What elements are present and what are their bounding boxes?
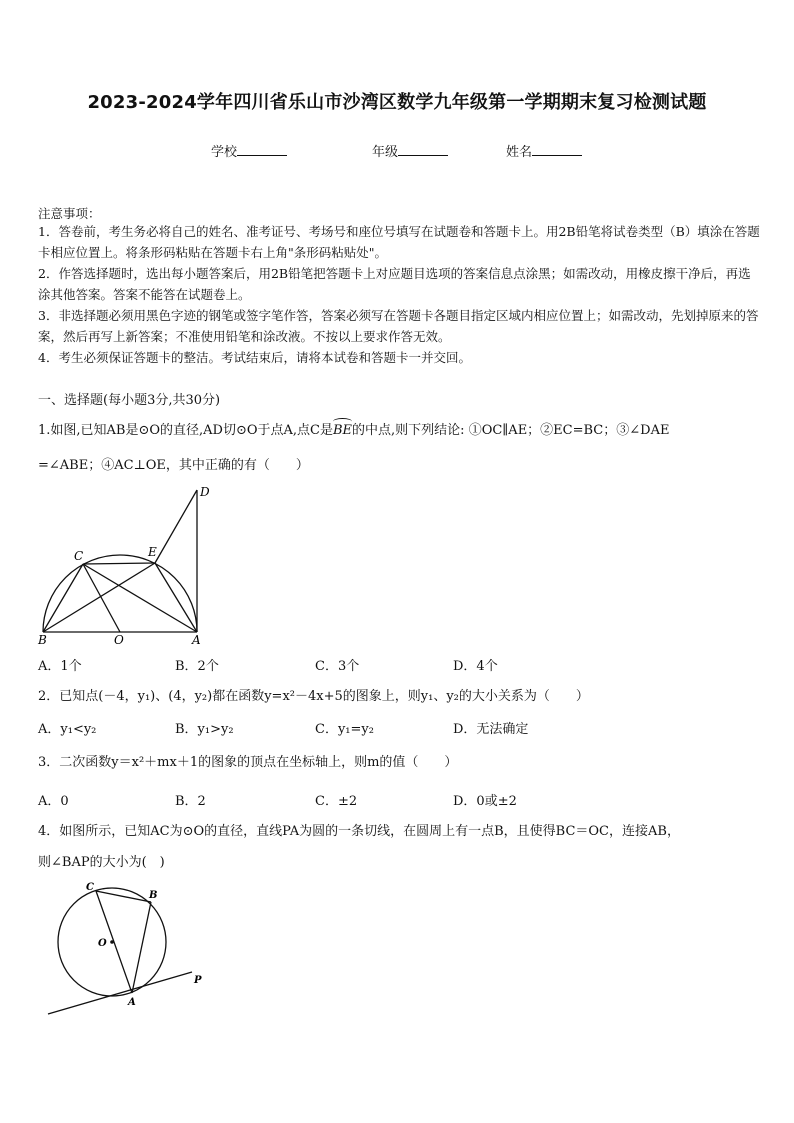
name-label: 姓名 xyxy=(506,145,533,160)
section-heading: 一、选择题(每小题3分,共30分) xyxy=(38,393,221,408)
question-3: 3．二次函数y＝x²＋mx＋1的图象的顶点在坐标轴上，则m的值（ ） xyxy=(38,755,458,770)
line-ea xyxy=(155,563,197,632)
q3-option-c: C．±2 xyxy=(315,794,358,809)
center-dot xyxy=(110,940,114,944)
note-item: 1．答卷前，考生务必将自己的姓名、准考证号、考场号和座位号填写在试题卷和答题卡上。用2B铅笔将试卷类型（B）填涂在答题卡相应位置上。将条形码粘贴在答题卡右上角"条形码粘贴处"。 xyxy=(38,224,760,261)
label-b: B xyxy=(38,633,47,647)
label-b: B xyxy=(149,890,158,901)
q1-option-c: C．3个 xyxy=(315,659,360,674)
q3-option-b: B．2 xyxy=(175,794,206,809)
line-ba xyxy=(132,902,151,993)
q2-option-a: A．y₁<y₂ xyxy=(38,722,97,737)
page-title: 2023-2024学年四川省乐山市沙湾区数学九年级第一学期期末复习检测试题 xyxy=(87,92,707,113)
label-e: E xyxy=(148,545,157,559)
tangent-pa xyxy=(48,972,192,1014)
q1-text-a: 1.如图,已知AB是⊙O的直径,AD切⊙O于点A,点C是 xyxy=(38,423,333,438)
arc-mark xyxy=(333,418,352,425)
school-blank xyxy=(237,143,287,156)
q2-option-c: C．y₁=y₂ xyxy=(315,722,374,737)
line-cb xyxy=(96,891,151,902)
question-1-line2: =∠ABE；④AC⊥OE，其中正确的有（ ） xyxy=(38,458,309,473)
name-blank xyxy=(532,143,582,156)
q3-option-d: D．0或±2 xyxy=(453,794,517,809)
grade-blank xyxy=(398,143,448,156)
label-a: A xyxy=(128,997,136,1008)
q1-figure xyxy=(34,484,214,649)
question-4-line2: 则∠BAP的大小为( ) xyxy=(38,855,165,870)
notes-heading: 注意事项： xyxy=(38,206,101,221)
line-ce xyxy=(83,563,155,564)
q2-option-d: D．无法确定 xyxy=(453,722,529,737)
q4-figure xyxy=(40,880,215,1020)
name-field xyxy=(506,141,582,160)
school-field xyxy=(211,141,287,160)
q1-arc-label: BE xyxy=(333,420,352,441)
grade-label: 年级 xyxy=(372,145,399,160)
question-2: 2．已知点(－4，y₁)、(4，y₂)都在函数y=x²－4x+5的图象上，则y₁、y₂的大小关系为（ ） xyxy=(38,689,589,704)
question-4-line1: 4．如图所示，已知AC为⊙O的直径，直线PA为圆的一条切线，在圆周上有一点B，且使得BC＝OC，连接AB， xyxy=(38,824,680,839)
line-de xyxy=(155,490,197,563)
q1-option-b: B．2个 xyxy=(175,659,219,674)
note-item: 4．考生必须保证答题卡的整洁。考试结束后，请将本试卷和答题卡一并交回。 xyxy=(38,350,471,365)
label-c: C xyxy=(86,882,94,893)
school-label: 学校 xyxy=(211,145,238,160)
q1-option-a: A．1个 xyxy=(38,659,82,674)
line-bc xyxy=(43,564,83,632)
label-o: O xyxy=(98,938,107,949)
question-1-line1 xyxy=(38,420,669,441)
label-a: A xyxy=(192,633,201,647)
note-item: 2．作答选择题时，选出每小题答案后，用2B铅笔把答题卡上对应题目选项的答案信息点涂黑；如需改动，用橡皮擦干净后，再选涂其他答案。答案不能答在试题卷上。 xyxy=(38,266,751,303)
q1-text-b: 的中点,则下列结论: ①OC∥AE；②EC=BC；③∠DAE xyxy=(352,423,670,438)
label-d: D xyxy=(200,485,210,499)
label-c: C xyxy=(74,549,84,563)
q3-option-a: A．0 xyxy=(38,794,69,809)
note-item: 3．非选择题必须用黑色字迹的钢笔或签字笔作答，答案必须写在答题卡各题目指定区域内相应位置上；如需改动，先划掉原来的答案，然后再写上新答案；不准使用铅笔和涂改液。不按以上要求作答无效。 xyxy=(38,308,759,345)
label-p: P xyxy=(194,975,202,986)
label-o: O xyxy=(114,633,124,647)
line-ca xyxy=(83,564,197,632)
q1-option-d: D．4个 xyxy=(453,659,498,674)
grade-field xyxy=(372,141,448,160)
line-co xyxy=(83,564,120,632)
q2-option-b: B．y₁>y₂ xyxy=(175,722,234,737)
